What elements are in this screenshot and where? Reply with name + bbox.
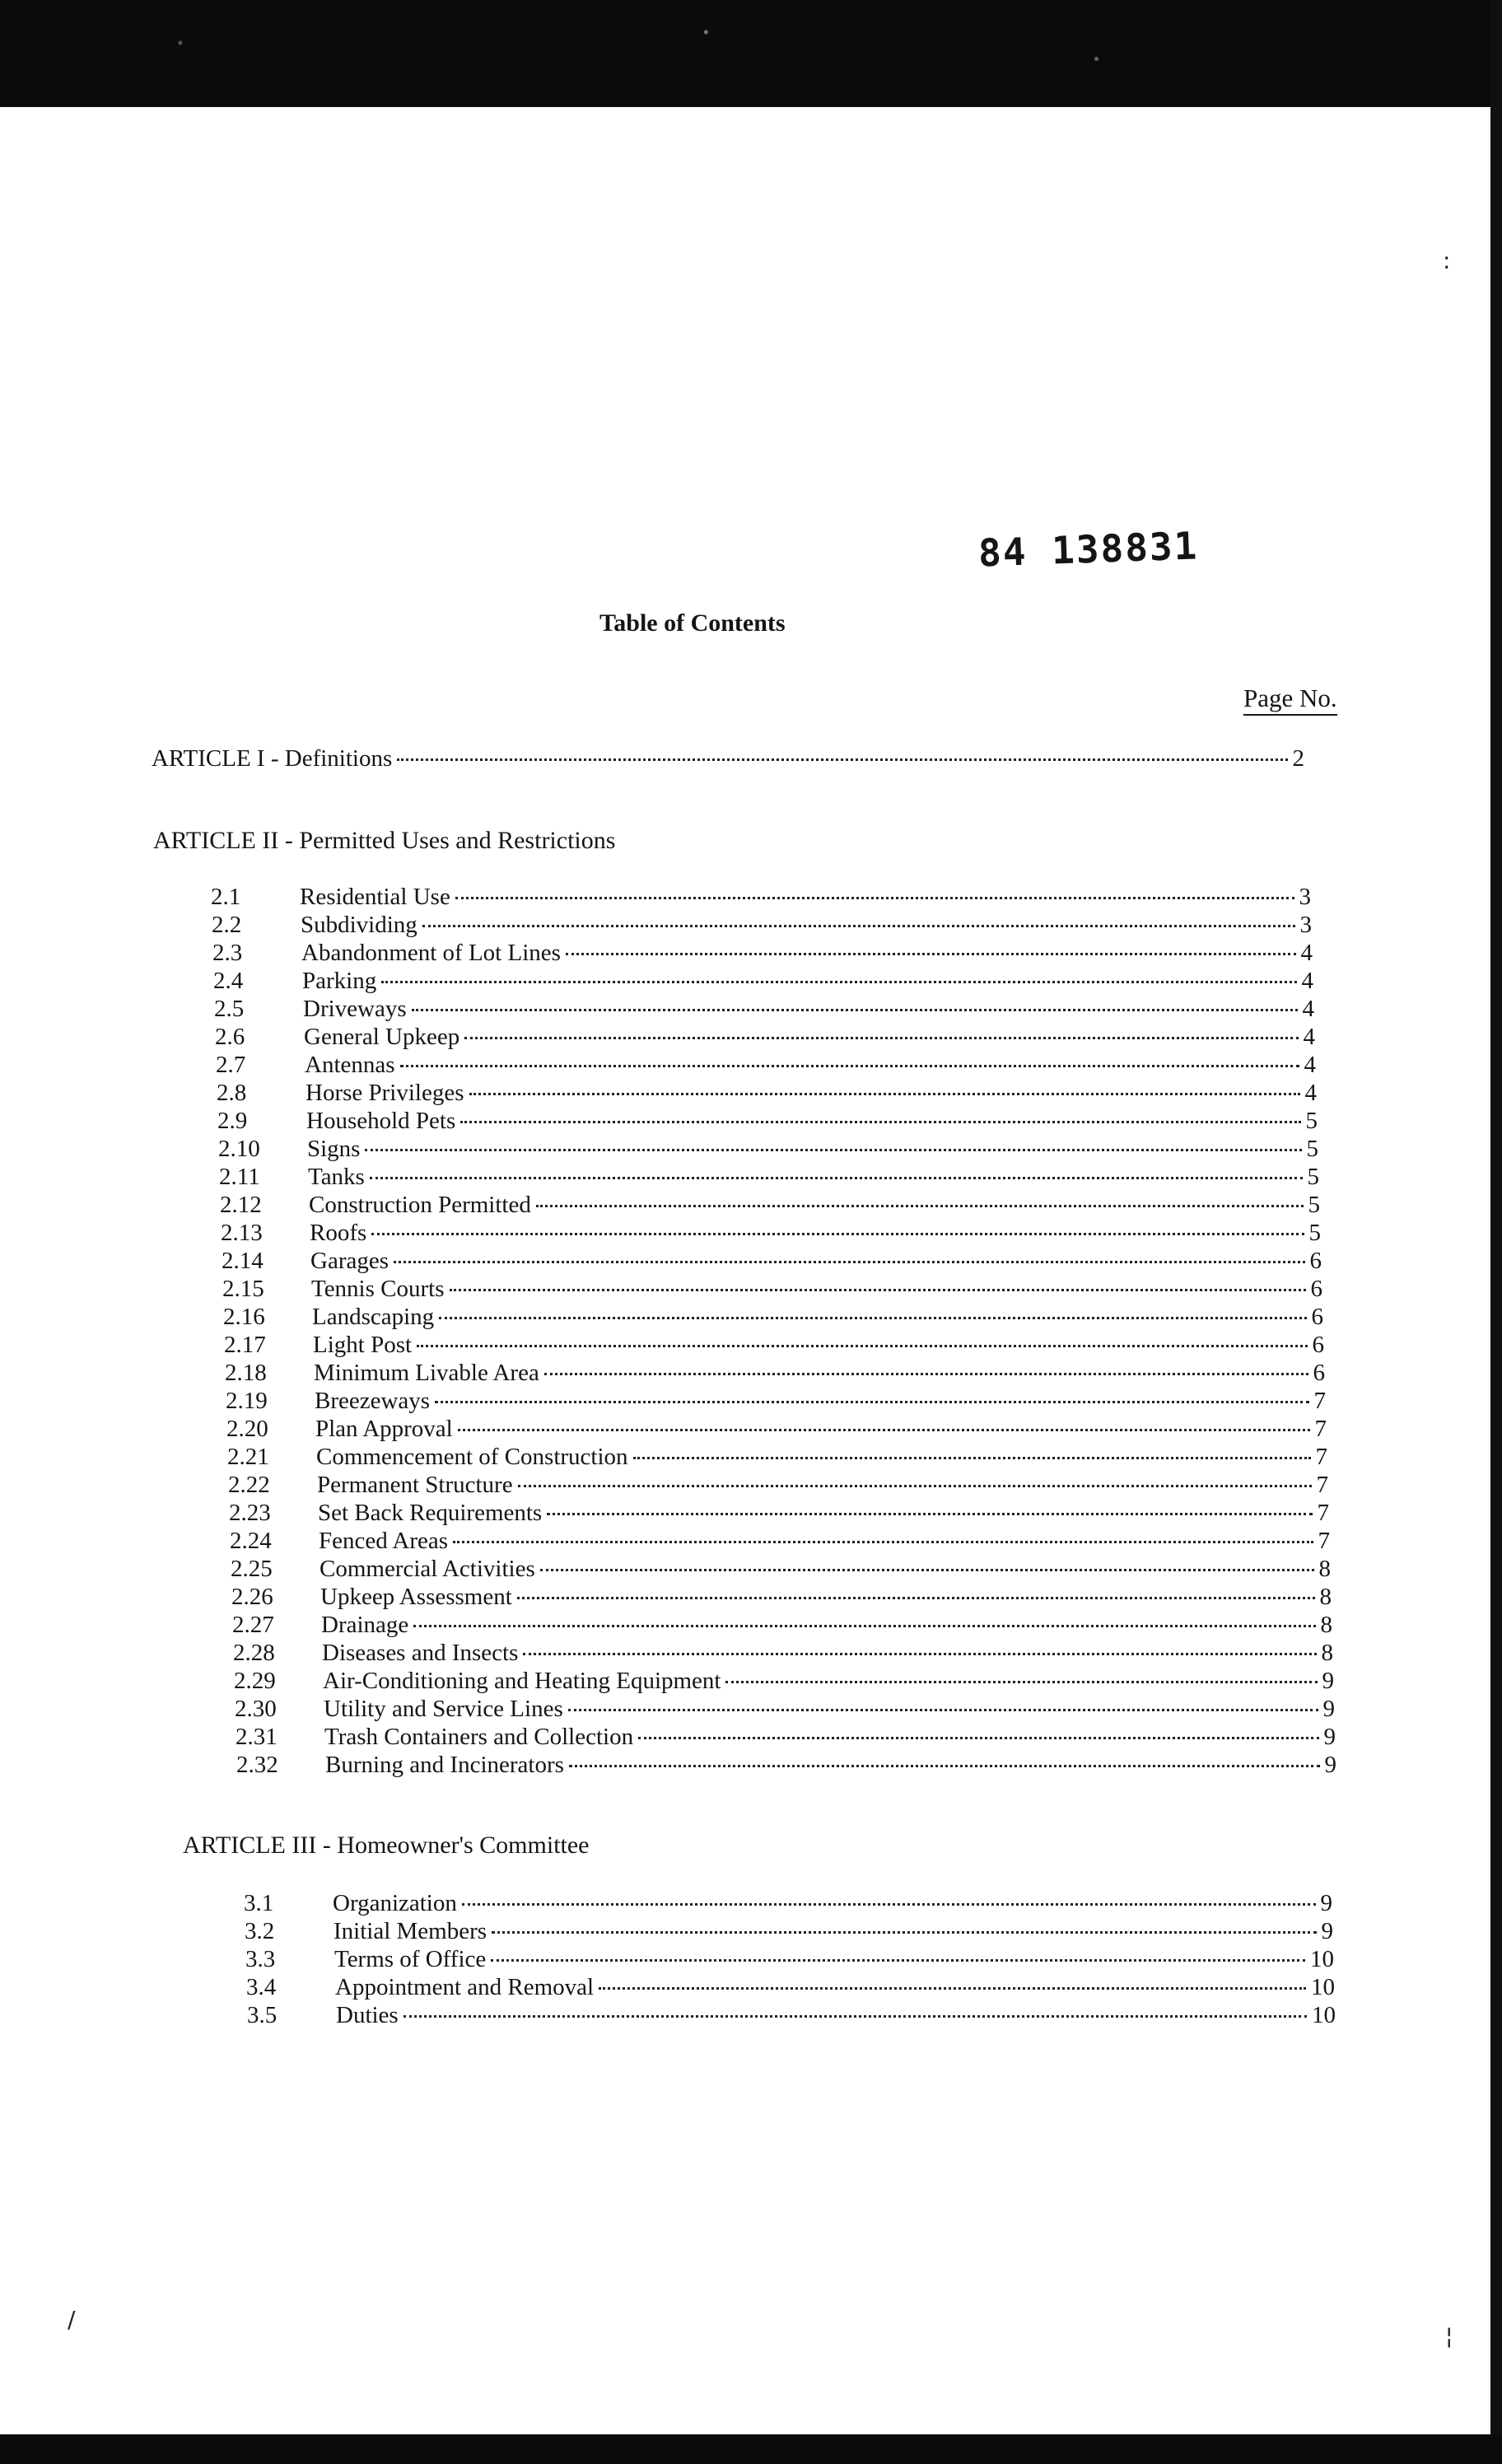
section-title: Roofs [310,1220,367,1246]
section-number: 2.21 [227,1444,269,1470]
page-number: 7 [1313,1388,1326,1414]
section-title: Antennas [305,1052,395,1078]
section-number: 2.2 [212,912,242,938]
section-title: Diseases and Insects [322,1640,519,1666]
toc-section-row [231,1555,1331,1583]
section-title: Air-Conditioning and Heating Equipment [323,1668,721,1694]
page-number: 8 [1321,1640,1333,1666]
section-number: 2.10 [218,1136,260,1162]
page-number: 8 [1318,1556,1331,1582]
section-number: 2.28 [233,1640,275,1666]
dot-leader [412,1009,1298,1011]
toc-section-row [216,1051,1316,1079]
dot-leader [566,953,1296,955]
section-title: Set Back Requirements [318,1500,543,1526]
section-title: Signs [307,1136,361,1162]
dot-leader [397,758,1287,761]
dot-leader [371,1233,1304,1235]
section-number: 2.3 [212,940,243,966]
toc-section-row [222,1275,1322,1303]
section-title: Appointment and Removal [335,1974,595,2000]
toc-section-row [234,1667,1334,1695]
article-heading-3: ARTICLE III - Homeowner's Committee [183,1832,590,1859]
section-number: 2.23 [229,1500,271,1526]
page-number: 9 [1322,1696,1335,1722]
dot-leader [725,1681,1317,1683]
section-number: 2.14 [222,1248,264,1274]
dot-leader [492,1931,1316,1934]
section-title: Driveways [303,996,407,1022]
page-number: 6 [1313,1360,1325,1386]
dot-leader [450,1289,1306,1291]
section-number: 2.19 [226,1388,268,1414]
section-title: Abandonment of Lot Lines [301,940,561,966]
dot-leader [523,1653,1316,1655]
page-number: 6 [1309,1248,1322,1274]
section-number: 3.1 [244,1890,274,1916]
dot-leader [517,1597,1315,1599]
page-number: 6 [1311,1304,1323,1330]
page-number: 5 [1308,1192,1320,1218]
page-number: 8 [1320,1612,1332,1638]
section-number: 2.22 [228,1472,270,1498]
toc-section-row [219,1163,1319,1191]
dot-leader [413,1625,1315,1627]
page-number: 10 [1311,1974,1335,2000]
dot-leader [455,897,1294,899]
dot-leader [462,1903,1316,1906]
section-number: 2.12 [220,1192,262,1218]
toc-section-row [215,1023,1315,1051]
section-title: Minimum Livable Area [314,1360,539,1386]
section-number: 2.24 [230,1528,272,1554]
page-number: 9 [1322,1668,1334,1694]
article-heading-2: ARTICLE II - Permitted Uses and Restrictions [153,827,616,854]
toc-section-row [230,1527,1330,1555]
section-number: 2.11 [219,1164,260,1190]
toc-section-row [212,911,1312,939]
toc-section-row [245,1945,1334,1973]
page-title: Table of Contents [599,609,786,637]
page-number: 4 [1304,1052,1316,1078]
section-number: 2.4 [213,968,244,994]
page-number: 2 [1292,745,1304,772]
toc-section-row [221,1219,1321,1247]
page-number: 5 [1307,1164,1319,1190]
page-number: 9 [1320,1890,1332,1916]
dot-leader [422,925,1295,927]
section-title: Tennis Courts [311,1276,445,1302]
page-number: 7 [1314,1416,1327,1442]
section-title: Organization [333,1890,457,1916]
dot-leader [469,1093,1300,1095]
dot-leader [370,1177,1303,1179]
section-title: Landscaping [312,1304,435,1330]
toc-section-row [223,1303,1323,1331]
section-number: 2.29 [234,1668,276,1694]
dot-leader [381,981,1296,983]
toc-section-row [232,1611,1332,1639]
page-number: 5 [1306,1136,1318,1162]
page-number: 7 [1315,1444,1327,1470]
section-number: 2.27 [232,1612,274,1638]
section-title: Initial Members [334,1918,487,1944]
section-title: Permanent Structure [317,1472,513,1498]
toc-section-row [213,967,1313,995]
dot-leader [365,1149,1301,1151]
dot-leader [439,1317,1306,1319]
section-number: 2.13 [221,1220,263,1246]
section-number: 2.1 [211,884,241,910]
section-number: 2.31 [236,1724,278,1750]
section-title: Household Pets [306,1108,456,1134]
dot-leader [394,1261,1304,1263]
page-number: 6 [1310,1276,1322,1302]
page-number: 4 [1301,968,1313,994]
page-number: 4 [1304,1080,1317,1106]
toc-section-row [226,1415,1327,1443]
toc-section-row [214,995,1314,1023]
section-title: Parking [302,968,377,994]
dot-leader [400,1065,1299,1067]
section-number: 2.32 [236,1752,278,1778]
page-number: 10 [1310,1946,1334,1972]
page-number: 4 [1303,1024,1315,1050]
scan-speck: : [1443,247,1451,274]
toc-section-row [244,1889,1332,1917]
section-title: Breezeways [315,1388,431,1414]
page-number: 3 [1299,884,1311,910]
section-number: 2.20 [226,1416,268,1442]
page-number: 5 [1308,1220,1321,1246]
toc-section-row [218,1135,1318,1163]
toc-section-row [228,1471,1328,1499]
section-title: Plan Approval [315,1416,453,1442]
dot-leader [540,1569,1314,1571]
section-number: 2.8 [217,1080,247,1106]
page-number: 9 [1324,1752,1336,1778]
toc-article-1 [152,744,1304,772]
page-number: 4 [1300,940,1313,966]
scan-border-top [0,0,1502,107]
toc-section-row [211,883,1311,911]
section-title: Trash Containers and Collection [324,1724,634,1750]
page-number: 5 [1305,1108,1318,1134]
section-number: 2.9 [217,1108,248,1134]
section-number: 2.6 [215,1024,245,1050]
toc-section-row [231,1583,1332,1611]
section-number: 2.30 [235,1696,277,1722]
dot-leader [599,1987,1306,1990]
section-title: Commencement of Construction [316,1444,628,1470]
dot-leader [417,1345,1307,1347]
toc-section-row [217,1079,1317,1107]
scan-speck: / [68,2306,76,2333]
section-number: 2.16 [223,1304,265,1330]
section-number: 3.5 [247,2002,278,2028]
page-number: 4 [1302,996,1314,1022]
toc-section-row [227,1443,1327,1471]
dot-leader [633,1457,1311,1459]
section-title: Tanks [308,1164,365,1190]
section-number: 2.15 [222,1276,264,1302]
page-number: 9 [1321,1918,1333,1944]
section-title: Duties [336,2002,399,2028]
article-heading: ARTICLE I - Definitions [152,745,393,772]
dot-leader [536,1205,1304,1207]
dot-leader [638,1737,1318,1739]
section-title: General Upkeep [304,1024,460,1050]
section-title: Garages [310,1248,389,1274]
toc-section-row [222,1247,1322,1275]
toc-section-row [224,1331,1324,1359]
section-number: 3.2 [245,1918,275,1944]
section-title: Burning and Incinerators [325,1752,564,1778]
dot-leader [464,1037,1298,1039]
dot-leader [547,1513,1312,1515]
page-number: 9 [1323,1724,1336,1750]
toc-section-row [247,2001,1336,2029]
toc-section-row [236,1723,1336,1751]
section-title: Upkeep Assessment [320,1584,512,1610]
dot-leader [453,1541,1313,1543]
toc-section-row [245,1917,1333,1945]
section-number: 3.4 [246,1974,277,2000]
scan-border-right [1490,0,1502,2464]
toc-section-row [225,1359,1325,1387]
scan-border-bottom [0,2434,1502,2464]
section-title: Utility and Service Lines [324,1696,563,1722]
dot-leader [518,1485,1312,1487]
scan-speck: ¦ [1445,2322,1453,2350]
toc-section-row [217,1107,1318,1135]
dot-leader [569,1765,1320,1767]
section-title: Residential Use [300,884,450,910]
section-number: 2.26 [231,1584,273,1610]
toc-section-row [212,939,1313,967]
section-title: Light Post [313,1332,413,1358]
section-title: Terms of Office [334,1946,487,1972]
dot-leader [491,1959,1305,1962]
dot-leader [458,1429,1310,1431]
dot-leader [544,1373,1308,1375]
toc-section-row [226,1387,1326,1415]
page-number: 8 [1319,1584,1332,1610]
section-number: 2.17 [224,1332,266,1358]
section-number: 2.18 [225,1360,267,1386]
section-number: 2.7 [216,1052,246,1078]
section-number: 2.5 [214,996,245,1022]
page-number: 7 [1316,1472,1328,1498]
dot-leader [435,1401,1308,1403]
toc-section-row [246,1973,1335,2001]
page-number: 7 [1318,1528,1330,1554]
page-number: 6 [1312,1332,1324,1358]
section-title: Subdividing [301,912,417,938]
toc-section-row [235,1695,1335,1723]
page-number: 7 [1317,1500,1329,1526]
section-number: 3.3 [245,1946,276,1972]
section-title: Construction Permitted [309,1192,531,1218]
dot-leader [403,2015,1307,2018]
toc-section-row [229,1499,1329,1527]
dot-leader [568,1709,1318,1711]
page-number: 3 [1299,912,1312,938]
section-title: Commercial Activities [320,1556,535,1582]
toc-section-row [233,1639,1333,1667]
toc-section-row [220,1191,1320,1219]
section-title: Horse Privileges [306,1080,464,1106]
toc-section-row [236,1751,1336,1779]
section-title: Drainage [321,1612,409,1638]
document-number: 84 138831 [977,523,1200,576]
dot-leader [460,1121,1300,1123]
page-number: 10 [1312,2002,1336,2028]
page-number-column-header: Page No. [1243,684,1337,716]
section-number: 2.25 [231,1556,273,1582]
section-title: Fenced Areas [319,1528,449,1554]
